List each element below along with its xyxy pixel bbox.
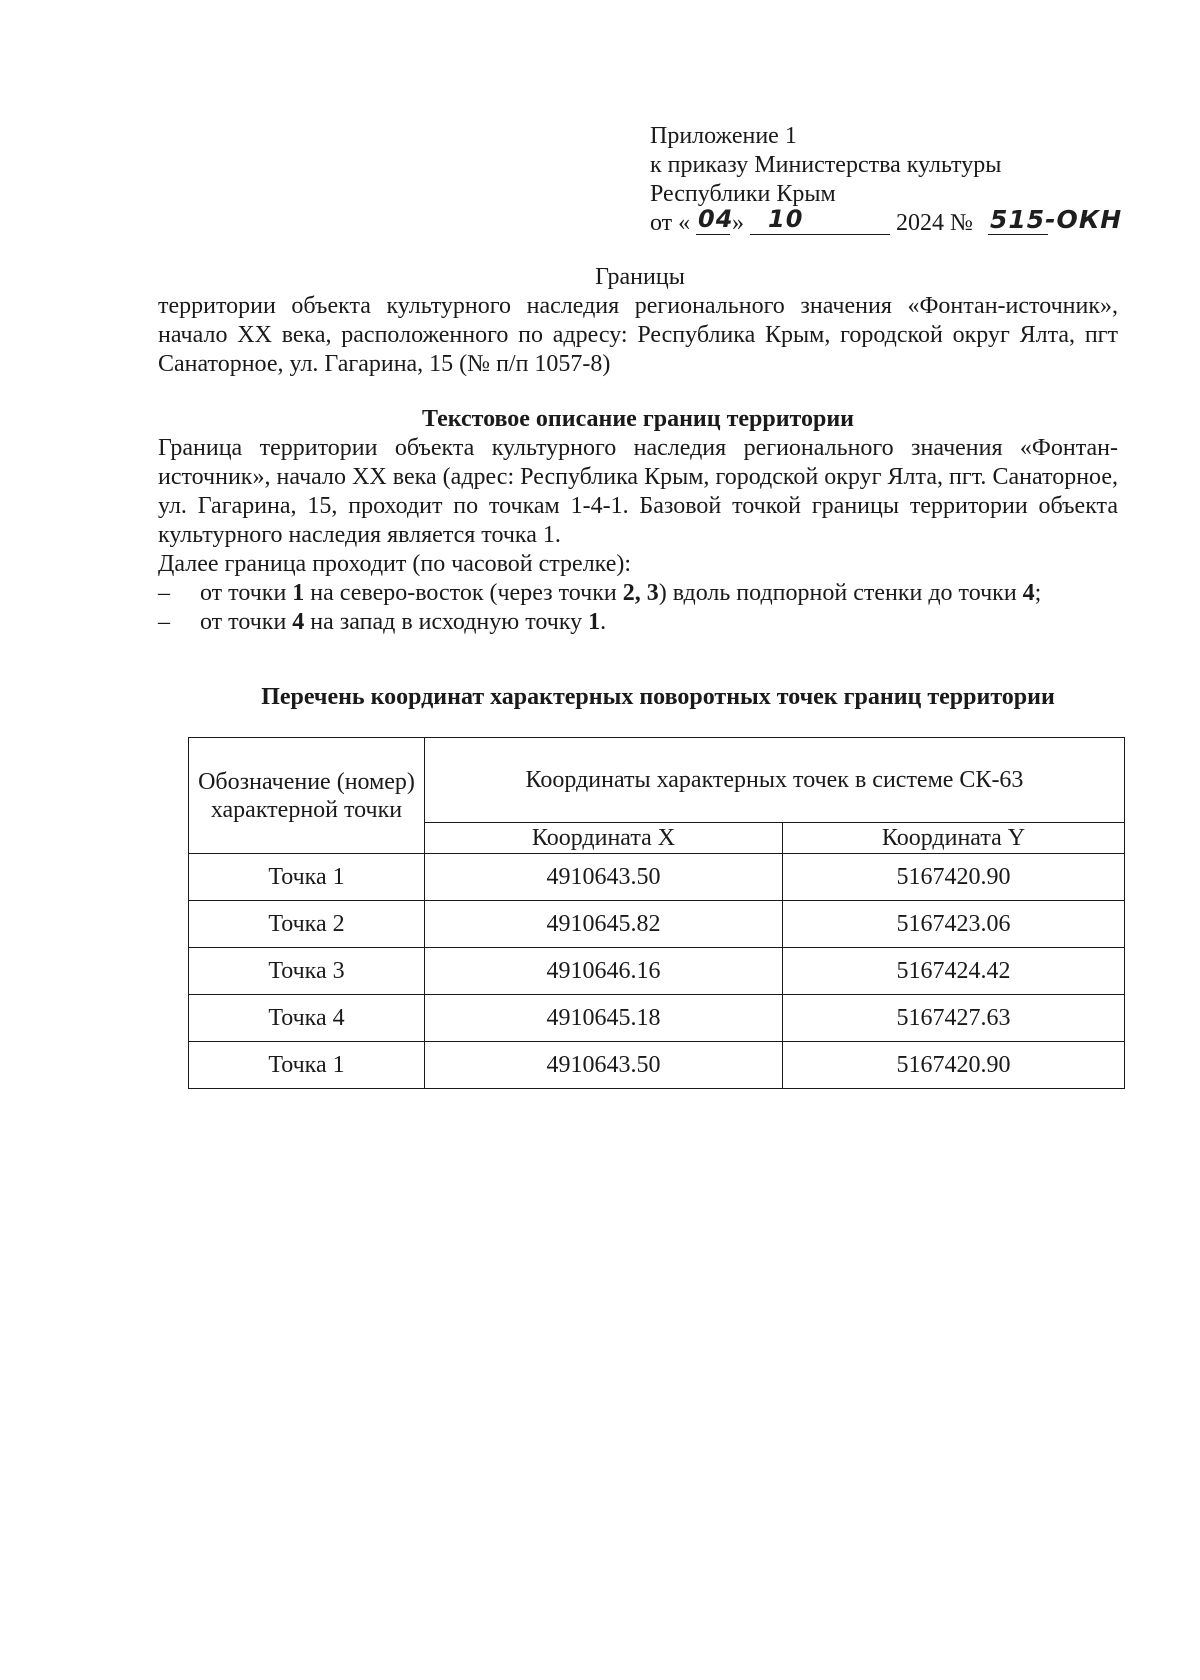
boundary-steps-list xyxy=(158,579,1118,637)
appendix-line-1: Приложение 1 xyxy=(650,123,797,149)
step-text: от точки xyxy=(200,580,293,606)
cell-x: 4910645.82 xyxy=(425,901,783,948)
point-ref: 2, 3 xyxy=(622,580,659,606)
month-handwritten: 10 xyxy=(768,205,804,233)
point-ref: 4 xyxy=(292,609,305,635)
dash-marker: – xyxy=(158,609,170,635)
day-handwritten: 04 xyxy=(698,205,734,233)
table-row xyxy=(189,1042,1125,1089)
step-text: на северо-восток (через точки xyxy=(304,580,623,606)
order-date-line xyxy=(650,205,1123,238)
dash-marker: – xyxy=(158,580,170,606)
cell-y: 5167427.63 xyxy=(783,995,1125,1042)
cell-point: Точка 1 xyxy=(189,854,425,901)
cell-point: Точка 3 xyxy=(189,948,425,995)
boundary-description: Граница территории объекта культурного наследия регионального значения «Фонтан-источник», начало XX века (адрес: Республика Крым, городской округ Ялта, пгт. Санаторное, ул. Гагарина, 15, проходит по точкам 1-4-1. Базовой точкой границы территории объекта культурного наследия является точка 1. xyxy=(158,435,1118,548)
cell-point: Точка 1 xyxy=(189,1042,425,1089)
coordinates-heading: Перечень координат характерных поворотных точек границ территории xyxy=(261,684,1055,710)
step-text: . xyxy=(600,609,607,635)
point-ref: 1 xyxy=(588,609,601,635)
number-underline xyxy=(988,234,1048,235)
appendix-block xyxy=(650,122,1123,238)
header-coordinate-x: Координата X xyxy=(425,823,783,854)
page-subtitle: территории объекта культурного наследия регионального значения «Фонтан-источник», начало XX века, расположенного по адресу: Республика Крым, городской округ Ялта, пгт Санаторное, ул. Гагарина, 15 (№ п/п 1057-8) xyxy=(158,293,1118,377)
month-underline xyxy=(750,234,890,235)
header-coordinate-y: Координата Y xyxy=(783,823,1125,854)
section-heading: Текстовое описание границ территории xyxy=(421,406,855,432)
cell-x: 4910643.50 xyxy=(425,854,783,901)
step-text: на запад в исходную точку xyxy=(304,609,589,635)
table-row xyxy=(189,901,1125,948)
table-row xyxy=(189,995,1125,1042)
table-row xyxy=(189,948,1125,995)
date-quote-close: » xyxy=(732,210,744,236)
cell-x: 4910645.18 xyxy=(425,995,783,1042)
list-item xyxy=(158,608,1118,637)
cell-y: 5167424.42 xyxy=(783,948,1125,995)
header-coordinate-system: Координаты характерных точек в системе СК-63 xyxy=(425,738,1125,823)
cell-x: 4910643.50 xyxy=(425,1042,783,1089)
appendix-line-3: Республики Крым xyxy=(650,181,836,207)
step-text: ) вдоль подпорной стенки до точки xyxy=(658,580,1023,606)
table-header-row xyxy=(189,738,1125,823)
list-item xyxy=(158,579,1118,608)
table-row xyxy=(189,854,1125,901)
year-label: 2024 № xyxy=(896,210,973,236)
day-underline xyxy=(696,234,730,235)
header-point-designation: Обозначение (номер) характерной точки xyxy=(189,738,425,854)
point-ref: 4 xyxy=(1022,580,1035,606)
order-number-handwritten: 515-ОКН xyxy=(990,205,1123,234)
point-ref: 1 xyxy=(292,580,305,606)
step-text: от точки xyxy=(200,609,293,635)
cell-x: 4910646.16 xyxy=(425,948,783,995)
step-text: ; xyxy=(1034,580,1042,606)
coordinates-table xyxy=(188,737,1125,1089)
cell-point: Точка 4 xyxy=(189,995,425,1042)
cell-y: 5167423.06 xyxy=(783,901,1125,948)
appendix-line-2: к приказу Министерства культуры xyxy=(650,152,1002,178)
boundary-intro: Далее граница проходит (по часовой стрелке): xyxy=(158,551,632,577)
cell-y: 5167420.90 xyxy=(783,854,1125,901)
page-title: Границы xyxy=(595,264,685,290)
cell-point: Точка 2 xyxy=(189,901,425,948)
cell-y: 5167420.90 xyxy=(783,1042,1125,1089)
date-prefix: от « xyxy=(650,210,691,236)
